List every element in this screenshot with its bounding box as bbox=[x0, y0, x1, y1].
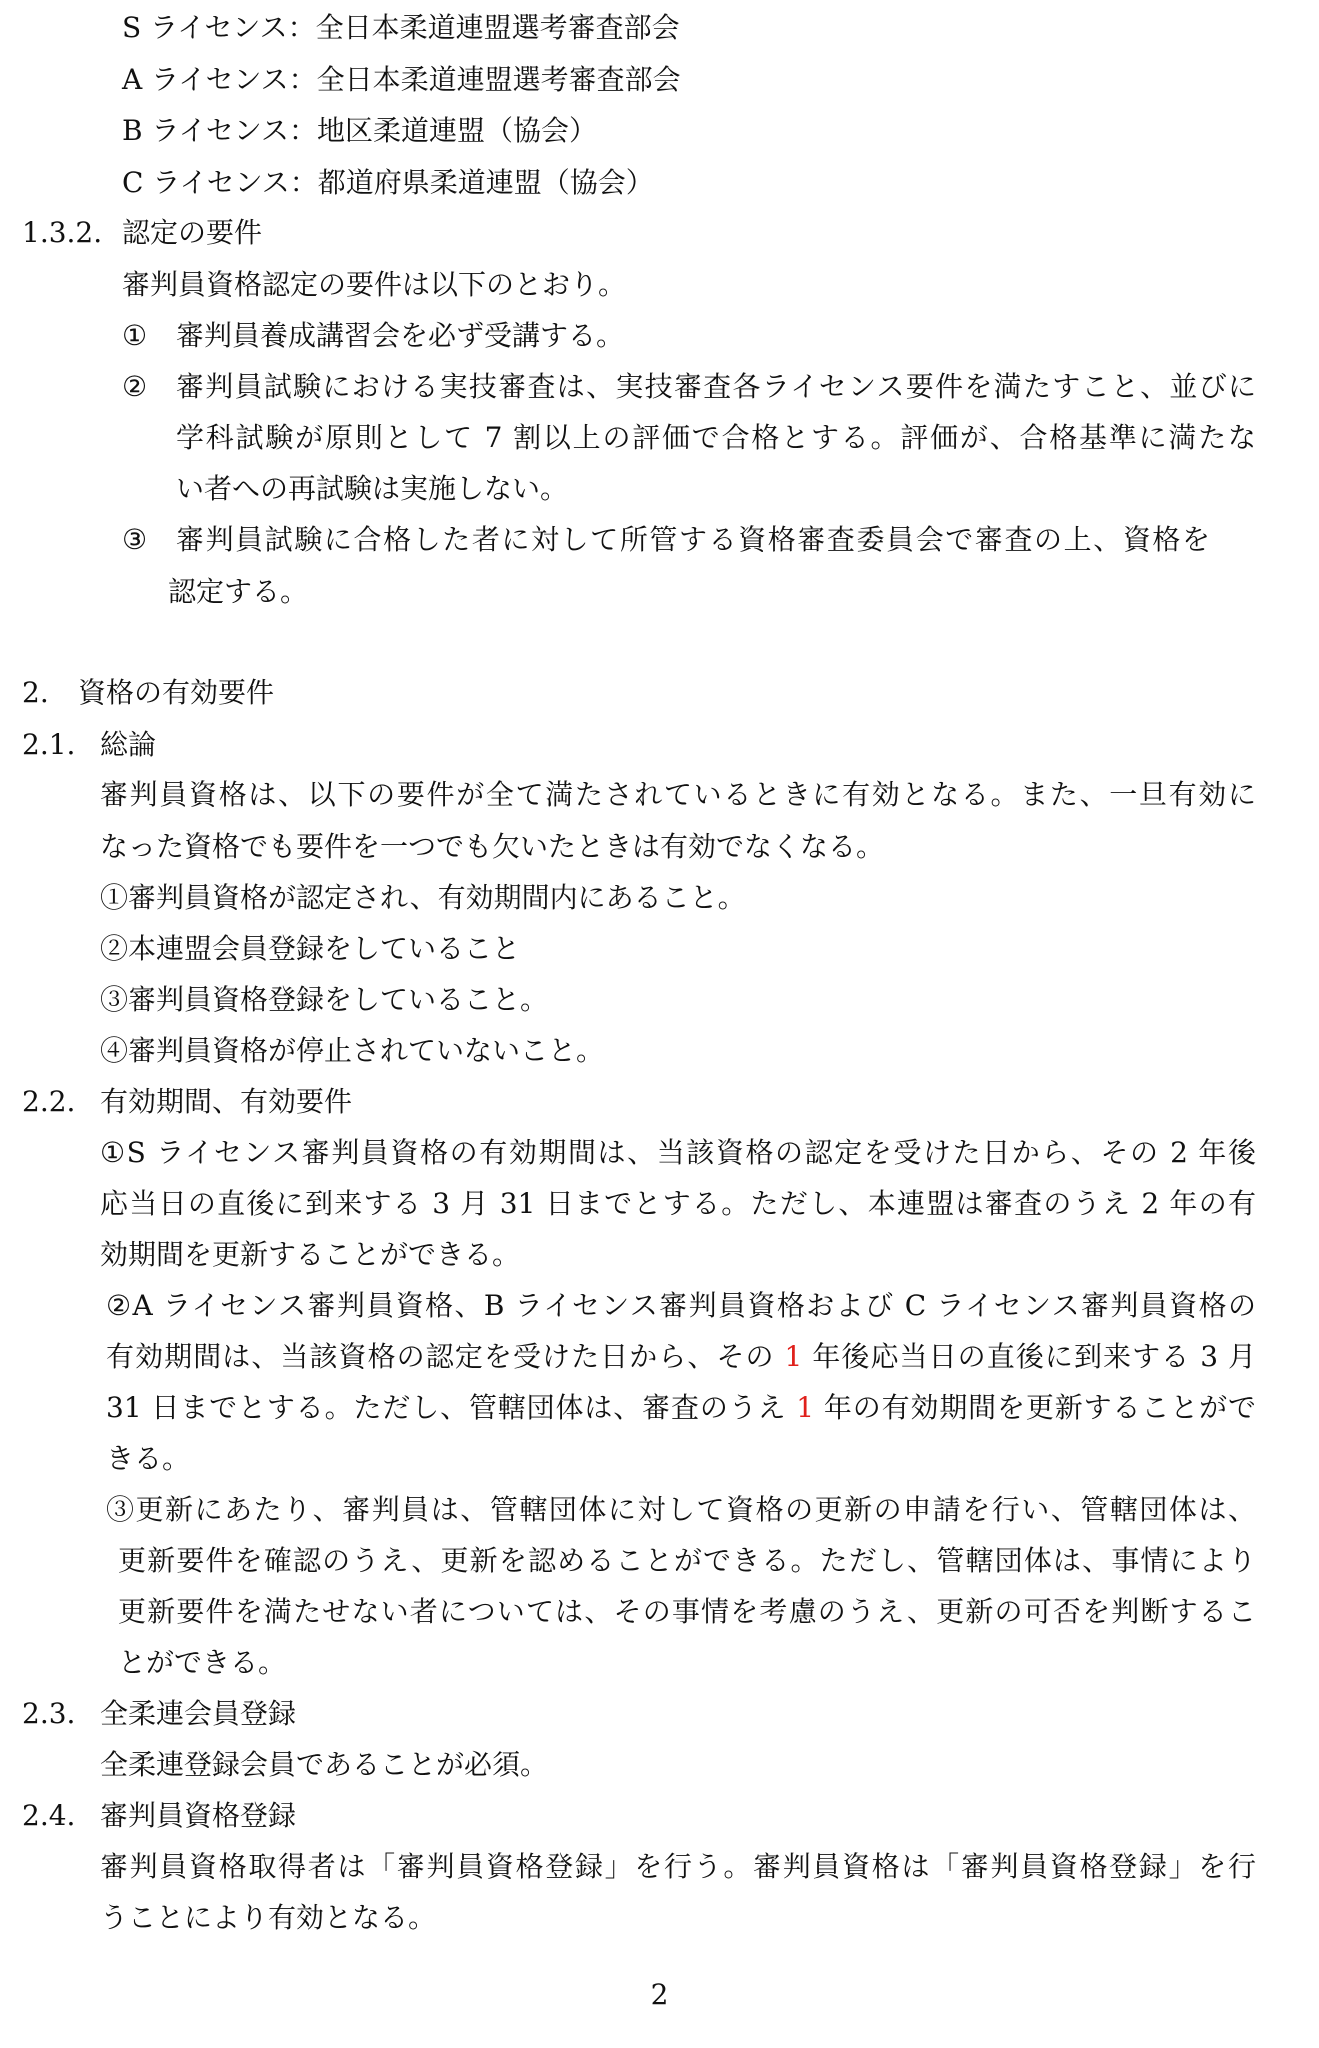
renewal-line-1: ③更新にあたり、審判員は、管轄団体に対して資格の更新の申請を行い、管轄団体は、 bbox=[106, 1493, 1256, 1526]
requirement-1: ①審判員資格が認定され、有効期間内にあること。 bbox=[100, 881, 746, 914]
abc-license-validity-line-2: 有効期間は、当該資格の認定を受けた日から、その 1 年後応当日の直後に到来する 3 月 bbox=[106, 1340, 1256, 1373]
renewal-line-4: とができる。 bbox=[118, 1646, 287, 1679]
page-number: 2 bbox=[650, 1978, 669, 2011]
requirement-3: ③審判員資格登録をしていること。 bbox=[100, 983, 549, 1016]
item-1-marker: ① bbox=[122, 319, 148, 352]
item-3-line-1: 審判員試験に合格した者に対して所管する資格審査委員会で審査の上、資格を bbox=[176, 523, 1210, 556]
section-2-2-title: 有効期間、有効要件 bbox=[100, 1085, 353, 1118]
license-b-line: B ライセンス：地区柔道連盟（協会） bbox=[122, 114, 597, 147]
section-2-2-number: 2.2. bbox=[22, 1085, 76, 1118]
item-3-marker: ③ bbox=[122, 523, 148, 556]
abc-license-validity-line-4: きる。 bbox=[106, 1442, 191, 1475]
section-2-1-title: 総論 bbox=[100, 728, 157, 761]
section-2-4-line-2: うことにより有効となる。 bbox=[100, 1901, 437, 1934]
abc-license-validity-line-3: 31 日までとする。ただし、管轄団体は、審査のうえ 1 年の有効期間を更新することがで bbox=[106, 1391, 1256, 1424]
renewal-line-2: 更新要件を確認のうえ、更新を認めることができる。ただし、管轄団体は、事情により bbox=[118, 1544, 1256, 1577]
section-2-1-number: 2.1. bbox=[22, 728, 76, 761]
item-3-line-2: 認定する。 bbox=[168, 575, 309, 608]
s-license-validity-line-3: 効期間を更新することができる。 bbox=[100, 1238, 521, 1271]
requirement-4: ④審判員資格が停止されていないこと。 bbox=[100, 1034, 605, 1067]
item-2-line-2: 学科試験が原則として 7 割以上の評価で合格とする。評価が、合格基準に満たな bbox=[176, 421, 1256, 454]
abc-license-validity-line-1: ②A ライセンス審判員資格、B ライセンス審判員資格および C ライセンス審判員資格の bbox=[106, 1289, 1256, 1322]
section-1-3-2-title: 認定の要件 bbox=[122, 216, 263, 249]
renewal-line-3: 更新要件を満たせない者については、その事情を考慮のうえ、更新の可否を判断するこ bbox=[118, 1595, 1256, 1628]
requirement-2: ②本連盟会員登録をしていること bbox=[100, 932, 521, 965]
item-2-marker: ② bbox=[122, 370, 148, 403]
section-2-title: 資格の有効要件 bbox=[78, 676, 275, 709]
license-a-line: A ライセンス：全日本柔道連盟選考審査部会 bbox=[122, 63, 681, 96]
license-c-line: C ライセンス：都道府県柔道連盟（協会） bbox=[122, 166, 654, 199]
item-1-text: 審判員養成講習会を必ず受講する。 bbox=[176, 319, 625, 352]
section-2-1-line-2: なった資格でも要件を一つでも欠いたときは有効でなくなる。 bbox=[100, 830, 885, 863]
item-2-line-1: 審判員試験における実技審査は、実技審査各ライセンス要件を満たすこと、並びに bbox=[176, 370, 1256, 403]
highlight-one-year-renewal: 1 bbox=[796, 1391, 815, 1424]
highlight-one-year: 1 bbox=[784, 1340, 803, 1373]
section-1-3-2-number: 1.3.2. bbox=[22, 216, 103, 249]
s-license-validity-line-1: ①S ライセンス審判員資格の有効期間は、当該資格の認定を受けた日から、その 2 年後 bbox=[100, 1136, 1256, 1169]
section-2-number: 2. bbox=[22, 676, 49, 709]
section-1-3-2-intro: 審判員資格認定の要件は以下のとおり。 bbox=[122, 268, 627, 301]
section-2-1-line-1: 審判員資格は、以下の要件が全て満たされているときに有効となる。また、一旦有効に bbox=[100, 778, 1256, 811]
section-2-4-title: 審判員資格登録 bbox=[100, 1799, 297, 1832]
section-2-3-body: 全柔連登録会員であることが必須。 bbox=[100, 1748, 549, 1781]
section-2-3-title: 全柔連会員登録 bbox=[100, 1697, 297, 1730]
section-2-4-number: 2.4. bbox=[22, 1799, 76, 1832]
item-2-line-3: い者への再試験は実施しない。 bbox=[176, 472, 569, 505]
section-2-4-line-1: 審判員資格取得者は「審判員資格登録」を行う。審判員資格は「審判員資格登録」を行 bbox=[100, 1850, 1256, 1883]
s-license-validity-line-2: 応当日の直後に到来する 3 月 31 日までとする。ただし、本連盟は審査のうえ 2 年の有 bbox=[100, 1187, 1256, 1220]
license-s-line: S ライセンス：全日本柔道連盟選考審査部会 bbox=[122, 11, 680, 44]
section-2-3-number: 2.3. bbox=[22, 1697, 76, 1730]
